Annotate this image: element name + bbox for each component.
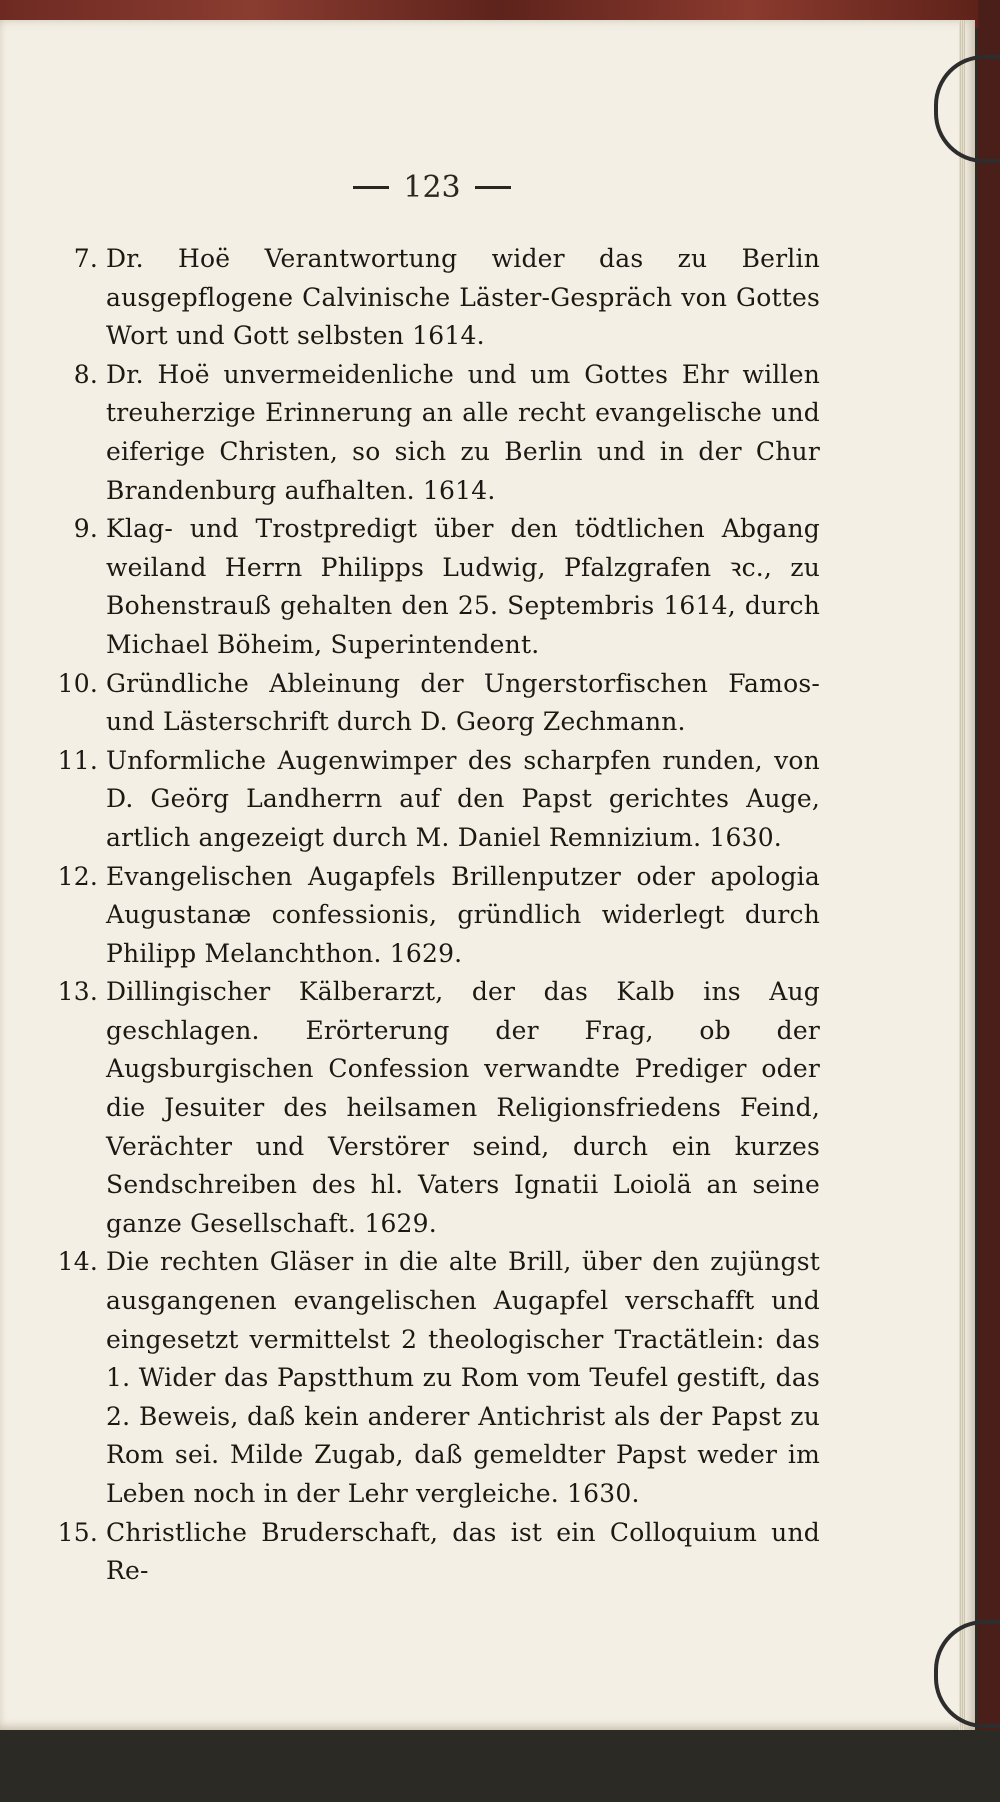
entry-number: 15. [57,1517,98,1547]
entry-list [48,240,820,1591]
list-item [48,1243,820,1513]
page-header [322,170,542,220]
entry-number: 14. [57,1247,98,1277]
entry-text: Unformliche Augenwimper des scharpfen runden, von D. Geörg Landherrn auf den Papst gerichtes Auge, artlich angezeigt durch M. Daniel Remnizium. 1630. [106,745,820,852]
list-item [48,356,820,510]
entry-text: Dr. Hoë Verantwortung wider das zu Berlin ausgepflogene Calvinische Läster-Gespräch von Gottes Wort und Gott selbsten 1614. [106,244,820,351]
entry-text: Dr. Hoë unvermeidenliche und um Gottes Ehr willen treuherzige Erinnerung an alle recht evangelische und eiferige Christen, so sich zu Berlin und in der Chur Brandenburg aufhalten. 1614. [106,359,820,505]
book-cover-bottom [0,1730,1000,1802]
page-edge [959,20,965,1730]
entry-number: 12. [57,861,98,891]
list-item [48,510,820,664]
list-item [48,665,820,742]
entry-number: 10. [57,668,98,698]
page-number: 123 [403,170,461,205]
list-item [48,240,820,356]
entry-number: 13. [57,977,98,1007]
header-dash-left [353,186,389,189]
entry-number: 9. [73,514,98,544]
list-item [48,973,820,1243]
entry-text: Gründliche Ableinung der Ungerstorfischen Famos- und Lästerschrift durch D. Georg Zechmann. [106,668,820,737]
list-item [48,742,820,858]
entry-text: Christliche Bruderschaft, das ist ein Colloquium und Re- [106,1517,820,1586]
entry-number: 11. [57,745,98,775]
list-item [48,858,820,974]
entry-number: 8. [73,359,98,389]
book-cover-right [978,0,1000,1802]
book-page [0,20,975,1730]
entry-number: 7. [73,244,98,273]
header-dash-right [475,186,511,189]
entry-text: Dillingischer Kälberarzt, der das Kalb ins Aug geschlagen. Erörterung der Frag, ob der Augsburgischen Confession verwandte Prediger oder die Jesuiter des heilsamen Religionsfriedens Feind, Verächter und Verstörer seind, durch ein kurzes Sendschreiben des hl. Vaters Ignatii Loiolä an seine ganze Gesellschaft. 1629. [106,977,820,1238]
entry-text: Evangelischen Augapfels Brillenputzer oder apologia Augustanæ confessionis, gründlich widerlegt durch Philipp Melanchthon. 1629. [106,861,820,968]
list-item [48,1514,820,1591]
entry-text: Klag- und Trostpredigt über den tödtlichen Abgang weiland Herrn Philipps Ludwig, Pfalzgrafen ꝛc., zu Bohenstrauß gehalten den 25. Septembris 1614, durch Michael Böheim, Superintendent. [106,514,820,659]
entry-text: Die rechten Gläser in die alte Brill, über den zujüngst ausgangenen evangelischen Augapfel verschafft und eingesetzt vermittelst 2 theologischer Tractätlein: das 1. Wider das Papstthum zu Rom vom Teufel gestift, das 2. Beweis, daß kein anderer Antichrist als der Papst zu Rom sei. Milde Zugab, daß gemeldter Papst weder im Leben noch in der Lehr vergleiche. 1630. [106,1247,820,1508]
